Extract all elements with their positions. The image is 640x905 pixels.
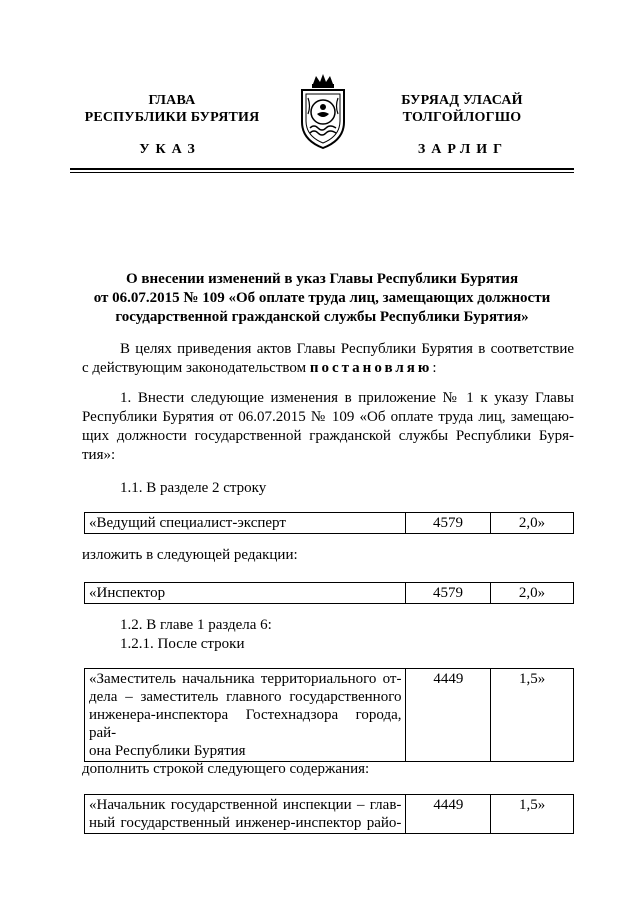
row-after-coef: 1,5» — [491, 669, 574, 762]
item-1-2-1: 1.2.1. После строки — [120, 636, 245, 652]
item1-line4: тия»: — [82, 447, 116, 463]
table-row-old — [84, 512, 574, 534]
row-after-code: 4449 — [406, 669, 491, 762]
preamble — [82, 340, 574, 378]
item1-line1: 1. Внести следующие изменения в приложение № 1 к указу Главы — [120, 390, 574, 406]
header-right-line2: ТОЛГОЙЛОГШО — [402, 110, 522, 125]
preamble-emph: постановляю — [309, 360, 433, 376]
title-line3: государственной гражданской службы Республики Бурятия» — [115, 309, 529, 325]
title-line1: О внесении изменений в указ Главы Республики Бурятия — [125, 271, 519, 287]
preamble-line1-text: В целях приведения актов Главы Республики Бурятия в соответствие — [120, 341, 574, 357]
row-added-name-line1: «Начальник государственной инспекции – глав- — [89, 797, 402, 813]
row-old-name: «Ведущий специалист-эксперт — [85, 513, 406, 534]
preamble-line1 — [82, 340, 574, 359]
row-new-coef: 2,0» — [491, 583, 574, 604]
item-1 — [82, 389, 574, 465]
row-after-name-line1: «Заместитель начальника территориального от- — [89, 671, 402, 687]
item-1-1: 1.1. В разделе 2 строку — [120, 480, 267, 496]
row-added-code: 4449 — [406, 795, 491, 834]
add-text: дополнить строкой следующего содержания: — [82, 761, 370, 777]
preamble-prefix: с действующим законодательством — [82, 360, 310, 376]
row-after-name-line4: она Республики Бурятия — [89, 743, 246, 759]
doc-type-left: УКАЗ — [139, 142, 201, 157]
header-left-line2: РЕСПУБЛИКИ БУРЯТИЯ — [84, 110, 260, 125]
preamble-line2 — [82, 359, 574, 378]
row-added-name — [85, 795, 406, 834]
row-after-name — [85, 669, 406, 762]
item1-line3: щих должности государственной гражданской службы Республики Буря- — [82, 428, 574, 444]
row-added-coef: 1,5» — [491, 795, 574, 834]
row-added-name-line2: ный государственный инженер-инспектор райо- — [89, 815, 402, 831]
row-after-name-line3: инженера-инспектора Гостехнадзора города, рай- — [89, 707, 402, 741]
table-row-after — [84, 668, 574, 762]
row-new-name: «Инспектор — [85, 583, 406, 604]
row-new-code: 4579 — [405, 583, 490, 604]
replace-text: изложить в следующей редакции: — [82, 547, 298, 563]
doc-type-right: ЗАРЛИГ — [417, 142, 509, 157]
item-1-2: 1.2. В главе 1 раздела 6: — [120, 617, 272, 633]
document-title — [70, 270, 574, 327]
header-right — [388, 92, 536, 126]
header-right-line1: БУРЯАД УЛАСАЙ — [401, 93, 523, 108]
title-line2: от 06.07.2015 № 109 «Об оплате труда лиц, замещающих должности — [93, 290, 551, 306]
row-after-name-line2: дела – заместитель главного государственного — [89, 689, 402, 705]
coat-of-arms-emblem — [296, 72, 350, 150]
row-old-coef: 2,0» — [491, 513, 574, 534]
header-rule-thick — [70, 168, 574, 170]
item1-line2: Республики Бурятия от 06.07.2015 № 109 «Об оплате труда лиц, замещаю- — [82, 409, 574, 425]
table-row-added — [84, 794, 574, 834]
preamble-suffix: : — [432, 360, 437, 376]
header-rule-thin — [70, 172, 574, 173]
header-left-line1: ГЛАВА — [148, 93, 196, 108]
table-row-new — [84, 582, 574, 604]
header-left — [82, 92, 262, 126]
row-old-code: 4579 — [406, 513, 491, 534]
